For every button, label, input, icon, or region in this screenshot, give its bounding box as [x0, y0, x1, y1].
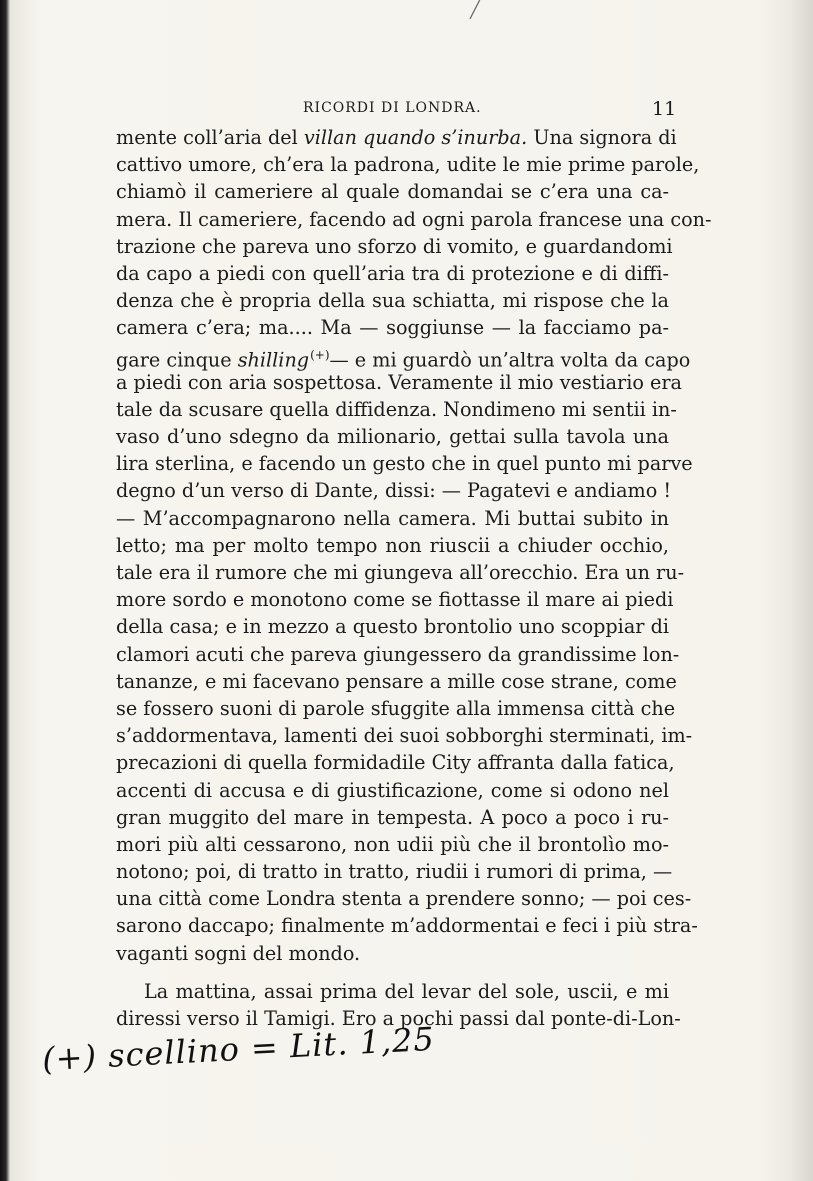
handwritten-footnote: (+) scellino = Lit. 1,25 [41, 1019, 436, 1079]
text-line [116, 668, 677, 695]
text-segment: La mattina, assai prima del levar del sole, uscii, e mi [144, 979, 669, 1003]
text-segment: a piedi con aria sospettosa. Veramente il mio vestiario era [116, 370, 682, 394]
text-segment: degno d’un verso di Dante, dissi: — Pagatevi e andiamo ! [116, 479, 672, 503]
text-line [116, 423, 669, 450]
text-segment: tale era il rumore che mi giungeva all’orecchio. Era un ru- [116, 561, 685, 584]
text-segment: s’addormentava, lamenti dei suoi sobborghi sterminati, im- [116, 724, 693, 748]
text-line [116, 178, 669, 205]
text-segment: camera c’era; ma.... Ma — soggiunse — la facciamo pa- [116, 316, 669, 340]
text-line [116, 559, 685, 586]
page-header [0, 100, 813, 124]
text-segment: gare cinque [116, 347, 238, 371]
scan-mark-icon: ╱ [470, 0, 480, 19]
text-line [116, 804, 669, 831]
text-segment: vaganti sogni del mondo. [116, 941, 361, 965]
text-segment: tananze, e mi facevano pensare a mille cose strane, come [116, 669, 677, 693]
text-segment: notono; poi, di tratto in tratto, riudii i rumori di prima, — [116, 860, 673, 884]
text-segment: lira sterlina, e facendo un gesto che in quel punto mi parve [116, 452, 693, 476]
text-line [116, 613, 669, 640]
text-line [116, 206, 712, 233]
text-line [116, 858, 673, 885]
text-segment: da capo a piedi con quell’aria tra di protezione e di diffi- [116, 261, 669, 285]
text-segment: mente coll’aria del [116, 126, 304, 149]
text-segment: letto; ma per molto tempo non riuscii a chiuder occhio, [116, 533, 669, 557]
text-line [116, 885, 692, 912]
text-segment: mori più alti cessarono, non udii più che il brontolìo mo- [116, 832, 669, 856]
text-line [116, 260, 669, 287]
text-segment: villan quando s’inurba. [303, 126, 528, 149]
text-line [116, 586, 674, 613]
text-segment: more sordo e monotono come se fiottasse il mare ai piedi [116, 588, 674, 612]
text-line [116, 831, 669, 858]
running-title: RICORDI DI LONDRA. [303, 100, 482, 116]
text-line [116, 124, 677, 151]
footnote-marker: (+) [310, 347, 330, 362]
body-text [116, 124, 712, 1032]
text-line [116, 369, 682, 396]
text-segment: accenti di accusa e di giustificazione, come si odono nel [116, 778, 669, 802]
text-segment: trazione che pareva uno sforzo di vomito, e guardandomi [116, 234, 673, 258]
text-line [116, 287, 669, 314]
text-line [116, 396, 677, 423]
page-number: 11 [652, 98, 677, 120]
text-segment: diressi verso il Tamigi. Ero a pochi passi dal ponte-di-Lon- [116, 1007, 681, 1030]
text-segment: chiamò il cameriere al quale domandai se c’era una ca- [116, 180, 669, 204]
text-segment: tale da scusare quella diffidenza. Nondimeno mi sentii in- [116, 397, 677, 421]
text-segment: shilling [237, 347, 310, 371]
text-segment: denza che è propria della sua schiatta, mi rispose che la [116, 289, 669, 313]
text-segment: se fossero suoni di parole sfuggite alla immensa città che [116, 696, 676, 720]
text-line [116, 978, 669, 1005]
text-segment: sarono daccapo; finalmente m’addormentai e feci i più stra- [116, 914, 698, 938]
text-segment: — M’accompagnarono nella camera. Mi buttai subito in [116, 506, 669, 530]
text-line [116, 151, 700, 178]
text-segment: — e mi guardò un’altra volta da capo [329, 347, 691, 371]
text-line [116, 940, 669, 967]
text-line [116, 722, 693, 749]
text-line [116, 450, 693, 477]
text-line [116, 777, 669, 804]
text-segment: mera. Il cameriere, facendo ad ogni parola francese una con- [116, 207, 712, 231]
text-line [116, 695, 676, 722]
text-segment: clamori acuti che pareva giungessero da grandissime lon- [116, 642, 680, 666]
text-line [116, 749, 675, 776]
text-line [116, 477, 672, 504]
text-segment: Una signora di [527, 126, 677, 149]
text-line [116, 532, 669, 559]
text-line [116, 233, 673, 260]
text-line [116, 641, 680, 668]
text-line [116, 505, 669, 532]
text-line [116, 912, 698, 939]
text-segment: cattivo umore, ch’era la padrona, udite le mie prime parole, [116, 153, 700, 177]
text-segment: gran muggito del mare in tempesta. A poco a poco i ru- [116, 805, 669, 829]
text-segment: una città come Londra stenta a prendere sonno; — poi ces- [116, 887, 692, 911]
text-line [116, 314, 669, 341]
text-segment: della casa; e in mezzo a questo brontolio uno scoppiar di [116, 615, 669, 639]
text-segment: precazioni di quella formidadile City affranta dalla fatica, [116, 751, 675, 775]
text-line [116, 342, 691, 371]
text-segment: vaso d’uno sdegno da milionario, gettai sulla tavola una [116, 425, 669, 449]
